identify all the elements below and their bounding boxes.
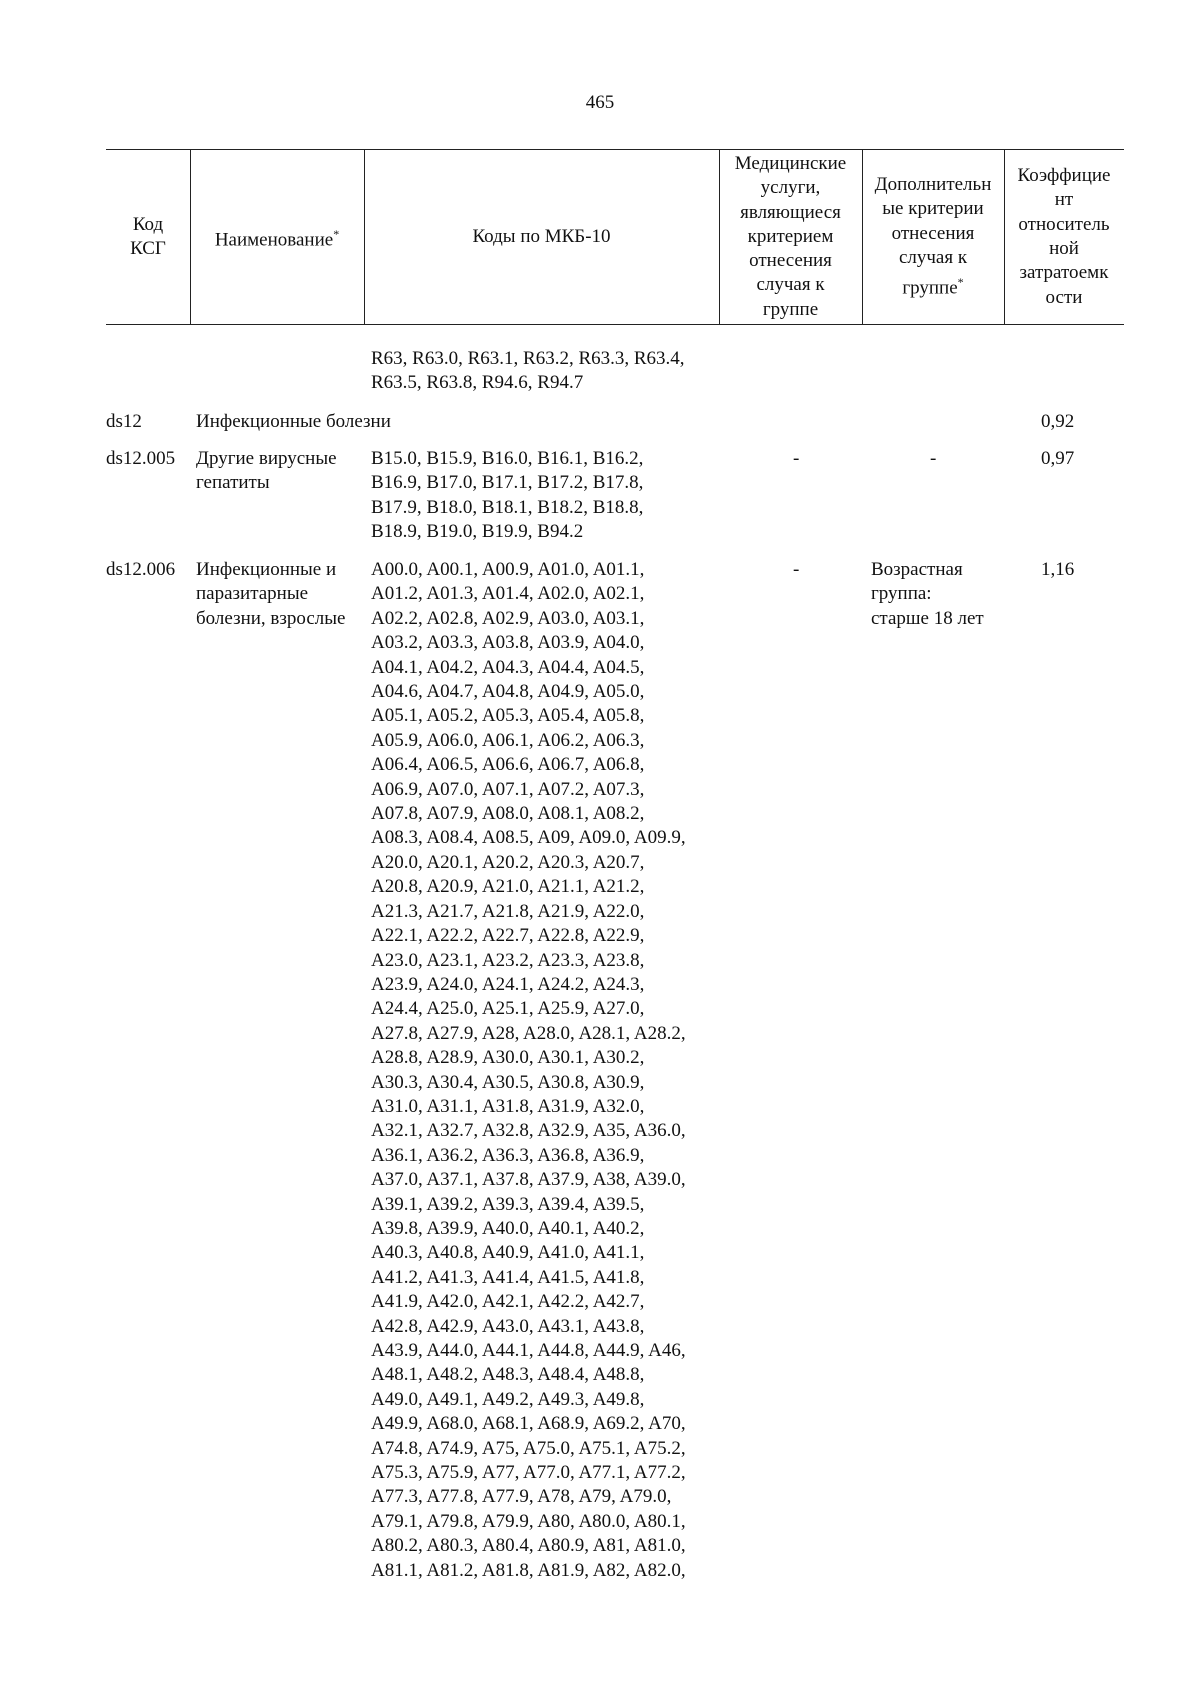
mkb-line: B17.9, B18.0, B18.1, B18.2, B18.8, <box>371 496 644 518</box>
mkb-line: A81.1, A81.2, A81.8, A81.9, A82, A82.0, <box>371 1559 686 1581</box>
mkb-line: A05.9, A06.0, A06.1, A06.2, A06.3, <box>371 729 645 751</box>
mkb-line: A05.1, A05.2, A05.3, A05.4, A05.8, <box>371 705 645 727</box>
footnote-mark: * <box>957 275 964 290</box>
mkb-line: A21.3, A21.7, A21.8, A21.9, A22.0, <box>371 900 645 922</box>
mkb-line: A39.1, A39.2, A39.3, A39.4, A39.5, <box>371 1193 645 1215</box>
name-line: паразитарные <box>196 583 309 605</box>
mkb-line: A49.9, A68.0, A68.1, A68.9, A69.2, A70, <box>371 1413 686 1435</box>
criteria-line: группа: <box>871 583 932 605</box>
mkb-line: A32.1, A32.7, A32.8, A32.9, A35, A36.0, <box>371 1120 686 1142</box>
mkb-line: A37.0, A37.1, A37.8, A37.9, A38, A39.0, <box>371 1169 686 1191</box>
row2-code: ds12.006 <box>106 559 176 580</box>
header-code-cell <box>106 150 190 324</box>
mkb-line: A06.4, A06.5, A06.6, A06.7, A06.8, <box>371 754 645 776</box>
header-services-line: случая к <box>756 274 825 296</box>
header-criteria-line: ые критерии <box>882 198 984 220</box>
page-number: 465 <box>585 92 615 113</box>
mkb-line: A36.1, A36.2, A36.3, A36.8, A36.9, <box>371 1144 645 1166</box>
criteria-line: Возрастная <box>871 559 963 580</box>
header-name-cell <box>190 150 364 324</box>
mkb-line: A23.9, A24.0, A24.1, A24.2, A24.3, <box>371 973 645 995</box>
mkb-line: A74.8, A74.9, A75, A75.0, A75.1, A75.2, <box>371 1437 686 1459</box>
mkb-line: A41.9, A42.0, A42.1, A42.2, A42.7, <box>371 1291 645 1313</box>
header-code-line: КСГ <box>130 238 166 259</box>
mkb-line: A20.0, A20.1, A20.2, A20.3, A20.7, <box>371 851 645 873</box>
name-line: Инфекционные и <box>196 559 337 580</box>
row1-mkb-codes <box>371 447 643 545</box>
mkb-line: A23.0, A23.1, A23.2, A23.3, A23.8, <box>371 949 645 971</box>
mkb-line: B18.9, B19.0, B19.9, B94.2 <box>371 521 584 543</box>
header-criteria-line: отнесения <box>891 222 975 244</box>
mkb-line: A02.2, A02.8, A02.9, A03.0, A03.1, <box>371 607 645 629</box>
mkb-line: A08.3, A08.4, A08.5, A09, A09.0, A09.9, <box>371 827 686 849</box>
mkb-line: A48.1, A48.2, A48.3, A48.4, A48.8, <box>371 1364 645 1386</box>
header-services-line: критерием <box>747 225 834 247</box>
header-coef-line: относитель <box>1018 213 1110 235</box>
header-criteria-line: группе <box>902 277 958 299</box>
row1-name <box>196 447 337 496</box>
header-code-line: Код <box>132 213 164 235</box>
mkb-line: A42.8, A42.9, A43.0, A43.1, A43.8, <box>371 1315 645 1337</box>
mkb-line: A39.8, A39.9, A40.0, A40.1, A40.2, <box>371 1217 645 1239</box>
row2-criteria <box>871 558 984 631</box>
row2-services: - <box>793 559 800 580</box>
mkb-line: A79.1, A79.8, A79.9, A80, A80.0, A80.1, <box>371 1510 686 1532</box>
row1-coef: 0,97 <box>1041 448 1075 469</box>
name-line: Другие вирусные <box>196 448 337 469</box>
header-services-line: отнесения <box>749 250 832 272</box>
row2-coef: 1,16 <box>1041 559 1075 580</box>
header-services-cell <box>719 150 862 324</box>
header-coef-line: ной <box>1049 238 1079 259</box>
row1-criteria: - <box>930 448 937 469</box>
header-mkb: Коды по МКБ-10 <box>472 225 611 247</box>
header-criteria-line: случая к <box>898 246 968 268</box>
header-name: Наименование <box>214 229 334 251</box>
group-code: ds12 <box>106 411 142 432</box>
mkb-line: A75.3, A75.9, A77, A77.0, A77.1, A77.2, <box>371 1462 686 1484</box>
mkb-line: A03.2, A03.3, A03.8, A03.9, A04.0, <box>371 632 645 654</box>
header-coef-cell <box>1004 150 1124 324</box>
group-name: Инфекционные болезни <box>196 411 391 432</box>
row1-services: - <box>793 448 800 469</box>
mkb-line: A40.3, A40.8, A40.9, A41.0, A41.1, <box>371 1242 645 1264</box>
continuation-mkb-codes <box>371 347 685 396</box>
header-coef-line: Коэффицие <box>1017 165 1111 187</box>
header-criteria-cell <box>862 150 1004 324</box>
header-coef-line: затратоемк <box>1019 262 1109 284</box>
header-mkb-cell <box>364 150 719 324</box>
row1-code: ds12.005 <box>106 448 176 469</box>
mkb-line: A28.8, A28.9, A30.0, A30.1, A30.2, <box>371 1047 645 1069</box>
mkb-line: A24.4, A25.0, A25.1, A25.9, A27.0, <box>371 998 645 1020</box>
mkb-line: A00.0, A00.1, A00.9, A01.0, A01.1, <box>371 559 645 580</box>
header-services-line: Медицинские <box>734 152 847 174</box>
mkb-line: A07.8, A07.9, A08.0, A08.1, A08.2, <box>371 803 645 825</box>
mkb-line: A43.9, A44.0, A44.1, A44.8, A44.9, A46, <box>371 1340 686 1361</box>
name-line: болезни, взрослые <box>196 607 346 629</box>
mkb-line: R63, R63.0, R63.1, R63.2, R63.3, R63.4, <box>371 348 685 369</box>
row2-mkb-codes <box>371 558 686 1583</box>
header-services-line: являющиеся <box>740 201 841 223</box>
header-criteria-line: Дополнительн <box>874 174 992 196</box>
header-coef-line: нт <box>1054 189 1074 211</box>
mkb-line: A31.0, A31.1, A31.8, A31.9, A32.0, <box>371 1095 645 1117</box>
header-services-line: группе <box>762 298 819 320</box>
mkb-line: A22.1, A22.2, A22.7, A22.8, A22.9, <box>371 925 645 947</box>
header-coef-line: ости <box>1045 286 1083 308</box>
mkb-line: A04.1, A04.2, A04.3, A04.4, A04.5, <box>371 656 645 678</box>
table-header <box>106 149 1124 325</box>
mkb-line: A06.9, A07.0, A07.1, A07.2, A07.3, <box>371 778 645 800</box>
row2-name <box>196 558 345 631</box>
name-line: гепатиты <box>196 472 270 494</box>
mkb-line: A04.6, A04.7, A04.8, A04.9, A05.0, <box>371 681 645 703</box>
criteria-line: старше 18 лет <box>871 607 984 629</box>
mkb-line: B16.9, B17.0, B17.1, B17.2, B17.8, <box>371 472 644 494</box>
mkb-line: R63.5, R63.8, R94.6, R94.7 <box>371 372 584 394</box>
mkb-line: A41.2, A41.3, A41.4, A41.5, A41.8, <box>371 1266 645 1288</box>
footnote-mark: * <box>333 226 340 241</box>
mkb-line: A77.3, A77.8, A77.9, A78, A79, A79.0, <box>371 1486 672 1508</box>
mkb-line: A01.2, A01.3, A01.4, A02.0, A02.1, <box>371 583 645 605</box>
mkb-line: A30.3, A30.4, A30.5, A30.8, A30.9, <box>371 1071 645 1093</box>
header-services-line: услуги, <box>760 177 821 199</box>
mkb-line: B15.0, B15.9, B16.0, B16.1, B16.2, <box>371 448 644 469</box>
mkb-line: A49.0, A49.1, A49.2, A49.3, A49.8, <box>371 1388 645 1410</box>
group-coef: 0,92 <box>1041 411 1075 432</box>
mkb-line: A80.2, A80.3, A80.4, A80.9, A81, A81.0, <box>371 1535 686 1557</box>
mkb-line: A20.8, A20.9, A21.0, A21.1, A21.2, <box>371 876 645 898</box>
mkb-line: A27.8, A27.9, A28, A28.0, A28.1, A28.2, <box>371 1022 686 1044</box>
